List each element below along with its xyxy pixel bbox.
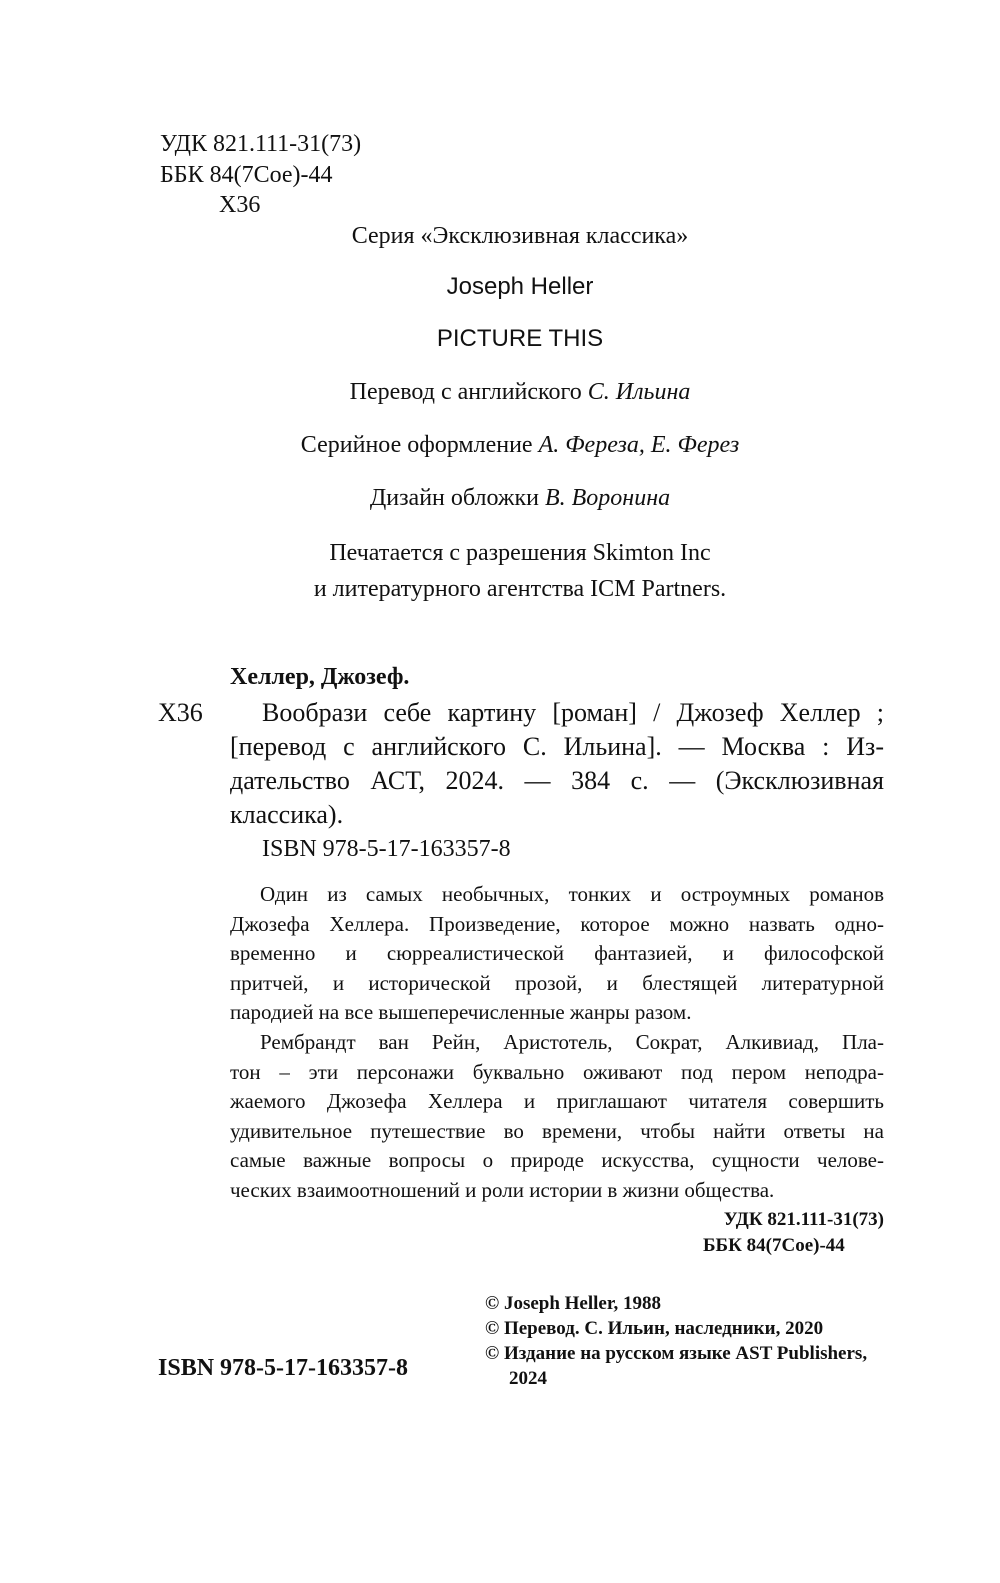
bottom-isbn: ISBN 978-5-17-163357-8 [158,1355,408,1381]
cover-designer-name: В. Воронина [544,485,671,511]
copyright-line: © Перевод. С. Ильин, наследники, 2020 [485,1318,824,1339]
annotation-line: самые важные вопросы о природе искусства, сущности челове- [230,1148,884,1172]
design-credit [0,429,1000,461]
bottom-udk-code: УДК 821.111-31(73) [723,1209,884,1230]
designers-names: А. Фереза, Е. Ферез [538,432,740,458]
catalog-description [230,696,884,832]
annotation-line: тон – эти персонажи буквально оживают под пером неподра- [230,1059,884,1084]
original-title: PICTURE THIS [436,325,604,352]
annotation-line: удивительное путешествие во времени, чтобы найти ответы на [230,1118,884,1143]
catalog-line: [перевод с английского С. Ильина]. — Москва : Из- [230,732,884,761]
catalog-isbn: ISBN 978-5-17-163357-8 [262,836,511,862]
copyright-line: 2024 [509,1368,547,1389]
translation-credit [0,376,1000,408]
bbk-code: ББК 84(7Сое)-44 [160,162,333,188]
permission-line-2: и литературного агентства ICM Partners. [313,576,727,602]
catalog-mark: Х36 [158,698,203,727]
cover-prefix: Дизайн обложки [369,485,545,511]
author-mark: Х36 [219,192,261,218]
annotation-paragraph-2 [230,1028,884,1205]
annotation-line: Один из самых необычных, тонких и остроумных романов [260,882,884,906]
annotation-paragraph-1 [230,880,884,1028]
design-prefix: Серийное оформление [300,432,539,458]
translator-name: С. Ильина [587,379,691,405]
annotation-line: ческих взаимоотношений и роли истории в жизни общества. [230,1177,775,1202]
bottom-bbk-code: ББК 84(7Сое)-44 [703,1235,845,1256]
annotation-line: притчей, и исторической прозой, и блестящей литературной [230,970,884,995]
original-author: Joseph Heller [446,273,594,300]
catalog-line: дательство АСТ, 2024. — 384 с. — (Эксклюзивная [230,766,884,795]
annotation-line: жаемого Джозефа Хеллера и приглашают читателя совершить [230,1089,884,1113]
translation-prefix: Перевод с английского [349,379,588,405]
series-line: Серия «Эксклюзивная классика» [351,223,689,249]
catalog-line: классика). [230,800,344,829]
catalog-heading: Хеллер, Джозеф. [230,664,410,690]
annotation-line: Джозефа Хеллера. Произведение, которое можно назвать одно- [230,911,884,936]
udk-code: УДК 821.111-31(73) [160,131,362,157]
copyright-line: © Joseph Heller, 1988 [485,1293,662,1314]
cover-credit [0,482,1000,514]
annotation-line: Рембрандт ван Рейн, Аристотель, Сократ, Алкивиад, Пла- [260,1030,884,1054]
catalog-line: Вообрази себе картину [роман] / Джозеф Хеллер ; [262,698,884,727]
copyright-line: © Издание на русском языке AST Publishers, [485,1343,868,1364]
permission-line-1: Печатается с разрешения Skimton Inc [329,540,711,566]
annotation-line: временно и сюрреалистической фантазией, и философской [230,941,884,965]
annotation-line: пародией на все вышеперечисленные жанры разом. [230,1000,692,1024]
